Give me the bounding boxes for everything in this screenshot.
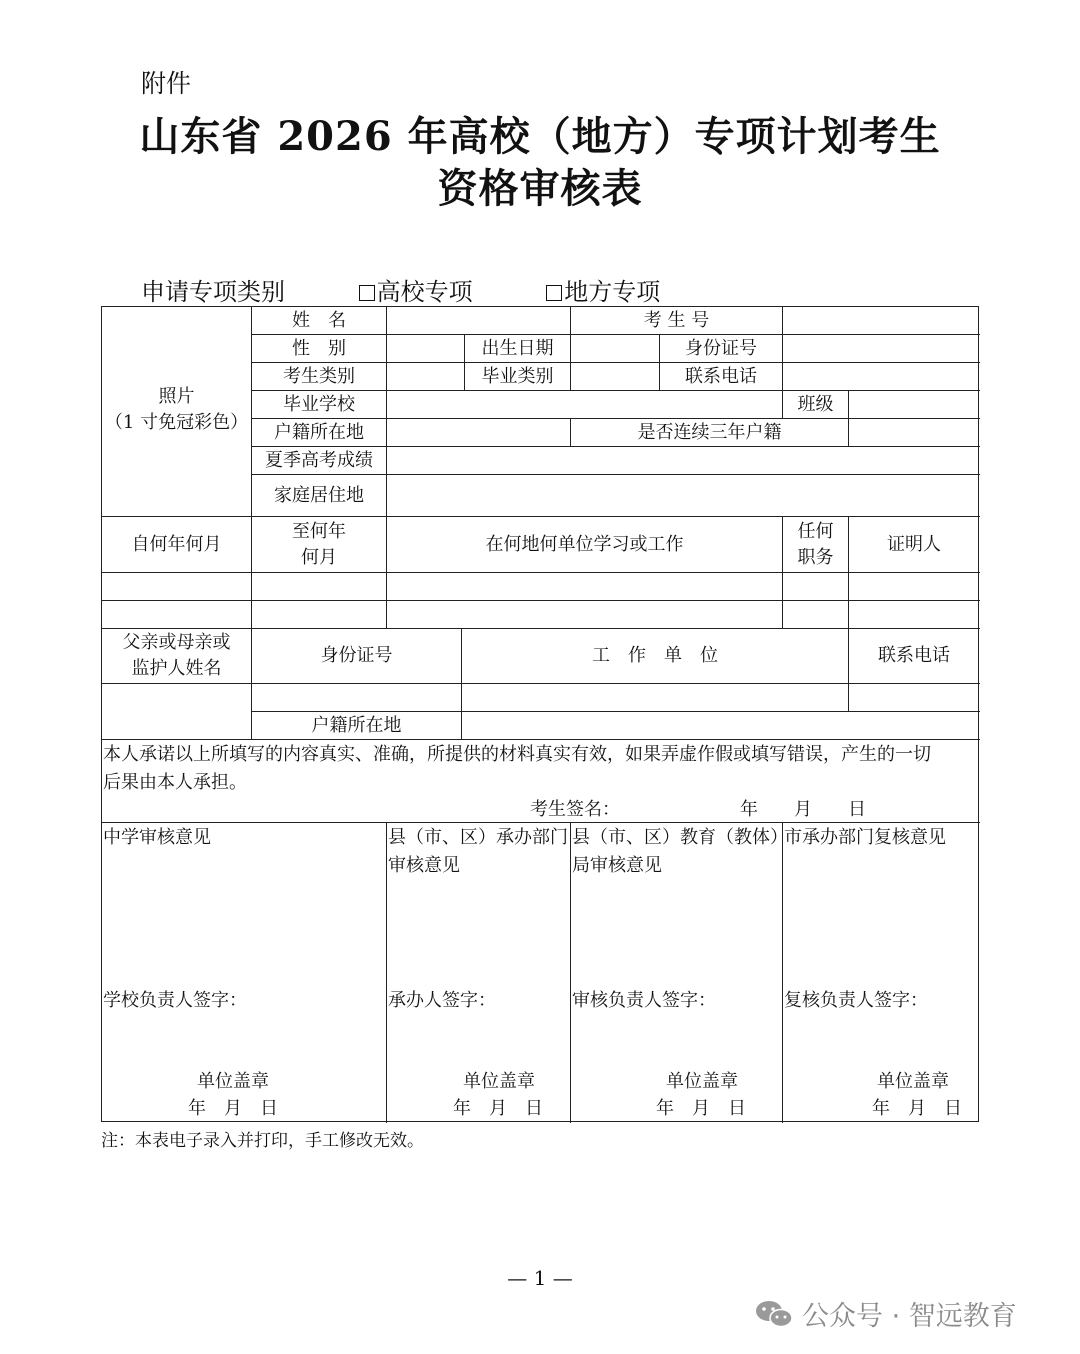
guardian-id-header: 身份证号 xyxy=(320,645,393,666)
grid-line xyxy=(570,822,571,1123)
birth-date-label: 出生日期 xyxy=(481,337,554,359)
review-date-county-edu: 年 月 日 xyxy=(656,1098,746,1119)
checkbox-icon[interactable] xyxy=(546,285,562,301)
school-label: 毕业学校 xyxy=(283,393,355,415)
review-seal-city: 单位盖章 xyxy=(877,1071,949,1092)
review-title-county-dept: 县（市、区）承办部门 xyxy=(388,827,568,848)
gender-label: 性 别 xyxy=(292,337,346,359)
home-address-label: 家庭居住地 xyxy=(274,484,364,506)
grid-line xyxy=(782,822,783,1123)
category-label: 申请专项类别 xyxy=(141,278,285,306)
review-title-county-edu: 县（市、区）教育（教体） xyxy=(572,827,788,848)
review-date-city: 年 月 日 xyxy=(872,1098,962,1119)
school-field[interactable] xyxy=(387,391,782,418)
household-field[interactable] xyxy=(387,419,570,446)
class-field[interactable] xyxy=(849,391,979,418)
birth-date-field[interactable] xyxy=(571,335,659,362)
form-title-line1: 山东省 2026 年高校（地方）专项计划考生 xyxy=(139,113,941,160)
form-title-line2: 资格审核表 xyxy=(437,165,643,212)
phone-label: 联系电话 xyxy=(685,365,757,387)
id-number-label: 身份证号 xyxy=(685,337,757,359)
household-label: 户籍所在地 xyxy=(274,421,364,443)
option-local[interactable] xyxy=(546,272,660,307)
resume-witness-header: 证明人 xyxy=(887,533,941,555)
option-university[interactable] xyxy=(359,272,473,307)
resume-post-line1: 任何 xyxy=(797,520,834,542)
photo-size-label: （1 寸免冠彩色） xyxy=(104,412,249,433)
guardian-name-line1: 父亲或母亲或 xyxy=(122,632,231,653)
guardian-name-header xyxy=(102,629,251,683)
pledge-line2: 后果由本人承担。 xyxy=(103,772,247,793)
review-seal-county-edu: 单位盖章 xyxy=(666,1071,738,1092)
name-field[interactable] xyxy=(387,307,570,334)
review-signer-school: 学校负责人签字： xyxy=(103,990,247,1011)
review-signer-city: 复核负责人签字： xyxy=(784,990,928,1011)
watermark-text: 公众号 · 智远教育 xyxy=(802,1301,1017,1332)
guardian-household-label: 户籍所在地 xyxy=(311,714,402,736)
resume-from-header: 自何年何月 xyxy=(131,533,222,555)
form-note: 注：本表电子录入并打印，手工修改无效。 xyxy=(101,1131,424,1151)
audit-form-table xyxy=(101,306,979,1122)
attachment-label: 附件 xyxy=(141,69,192,98)
guardian-phone-header: 联系电话 xyxy=(878,645,950,666)
resume-to-header xyxy=(252,517,386,572)
category-row xyxy=(141,272,660,307)
review-seal-school: 单位盖章 xyxy=(197,1071,269,1092)
guardian-name-line2: 监护人姓名 xyxy=(131,658,222,679)
option-local-label: 地方专项 xyxy=(564,278,661,306)
student-type-field[interactable] xyxy=(387,363,464,390)
watermark xyxy=(754,1294,1017,1333)
grid-line xyxy=(386,822,387,1123)
photo-label: 照片 xyxy=(158,386,195,407)
three-years-household-field[interactable] xyxy=(849,419,979,446)
exam-number-label: 考 生 号 xyxy=(643,309,710,331)
resume-post-header xyxy=(783,517,848,572)
exam-number-field[interactable] xyxy=(783,307,979,334)
review-title-county-edu-line2: 局审核意见 xyxy=(572,855,662,876)
review-title-county-dept-line2: 审核意见 xyxy=(388,855,460,876)
option-university-label: 高校专项 xyxy=(376,278,473,306)
review-date-county-dept: 年 月 日 xyxy=(453,1098,543,1119)
summer-score-field[interactable] xyxy=(387,447,979,474)
graduation-type-label: 毕业类别 xyxy=(481,365,554,387)
three-years-household-label: 是否连续三年户籍 xyxy=(637,421,782,443)
review-seal-county-dept: 单位盖章 xyxy=(463,1071,535,1092)
resume-unit-header: 在何地何单位学习或工作 xyxy=(485,533,684,555)
review-title-city: 市承办部门复核意见 xyxy=(784,827,946,848)
grid-line xyxy=(102,739,980,740)
wechat-icon xyxy=(754,1299,794,1329)
student-signature-date: 年 月 日 xyxy=(740,799,866,820)
id-number-field[interactable] xyxy=(783,335,979,362)
home-address-field[interactable] xyxy=(387,475,979,516)
class-label: 班级 xyxy=(797,393,834,415)
student-signature-label: 考生签名： xyxy=(530,799,620,820)
name-label: 姓 名 xyxy=(292,309,346,331)
resume-post-line2: 职务 xyxy=(797,546,834,568)
graduation-type-field[interactable] xyxy=(571,363,659,390)
review-signer-county-dept: 承办人签字： xyxy=(388,990,496,1011)
review-date-school: 年 月 日 xyxy=(188,1098,278,1119)
student-type-label: 考生类别 xyxy=(283,365,355,387)
review-title-school: 中学审核意见 xyxy=(103,827,211,848)
pledge-line1: 本人承诺以上所填写的内容真实、准确，所提供的材料真实有效，如果弄虚作假或填写错误，产生的一切 xyxy=(103,744,931,765)
review-signer-county-edu: 审核负责人签字： xyxy=(572,990,716,1011)
summer-score-label: 夏季高考成绩 xyxy=(265,449,373,471)
resume-to-line2: 何月 xyxy=(301,546,337,568)
guardian-work-unit-header: 工 作 单 位 xyxy=(592,645,718,666)
resume-to-line1: 至何年 xyxy=(292,520,346,542)
page-number: — 1 — xyxy=(507,1266,573,1290)
phone-field[interactable] xyxy=(783,363,979,390)
gender-field[interactable] xyxy=(387,335,464,362)
photo-placeholder[interactable] xyxy=(102,382,251,438)
checkbox-icon[interactable] xyxy=(359,285,375,301)
